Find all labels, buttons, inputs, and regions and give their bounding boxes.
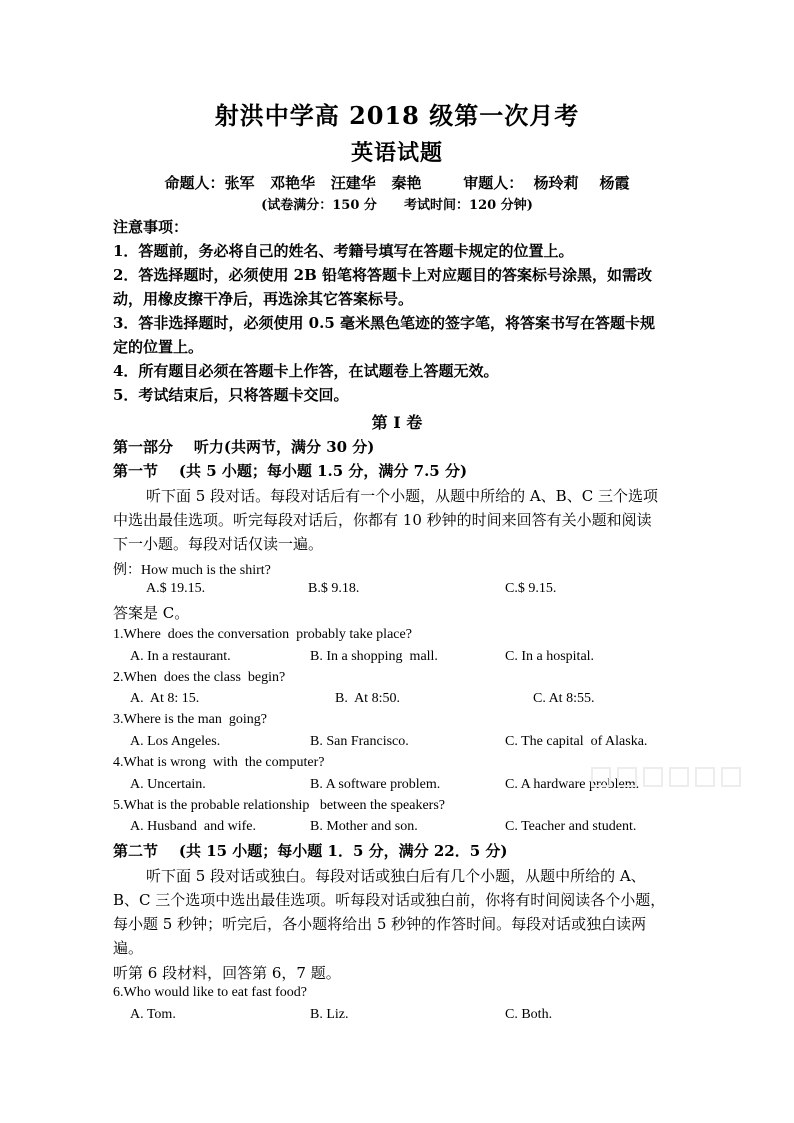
q2-option-a: A. At 8: 15. bbox=[130, 691, 200, 706]
q6-option-a: A. Tom. bbox=[130, 1007, 176, 1022]
question-4: 4.What is wrong with the computer? bbox=[113, 755, 325, 770]
watermark-mark bbox=[590, 762, 760, 797]
watermark-icon bbox=[590, 762, 760, 792]
example-question: 例：How much is the shirt? bbox=[113, 563, 271, 578]
exam-meta: (试卷满分：150 分 考试时间：120 分钟) bbox=[261, 198, 533, 213]
note-item: 5．考试结束后，只将答题卡交回。 bbox=[113, 386, 349, 404]
question-3: 3.Where is the man going? bbox=[113, 712, 267, 727]
q3-option-c: C. The capital of Alaska. bbox=[505, 734, 648, 749]
q3-option-a: A. Los Angeles. bbox=[130, 734, 221, 749]
section1-instruction: 中选出最佳选项。听完每段对话后，你都有 10 秒钟的时间来回答有关小题和阅读 bbox=[113, 511, 652, 529]
note-item: 4．所有题目必须在答题卡上作答，在试题卷上答题无效。 bbox=[113, 362, 499, 380]
section2-instruction: 遍。 bbox=[113, 939, 144, 957]
q2-option-c: C. At 8:55. bbox=[533, 691, 595, 706]
q6-option-c: C. Both. bbox=[505, 1007, 553, 1022]
exam-title: 射洪中学高 2018 级第一次月考 bbox=[214, 101, 580, 130]
example-answer: 答案是 C。 bbox=[113, 604, 190, 622]
question-2: 2.When does the class begin? bbox=[113, 670, 286, 685]
section2-heading: 第二节 (共 15 小题；每小题 1．5 分，满分 22．5 分) bbox=[113, 842, 508, 860]
material-heading: 听第 6 段材料，回答第 6，7 题。 bbox=[113, 964, 341, 982]
q5-option-a: A. Husband and wife. bbox=[130, 819, 256, 834]
authors-line: 命题人：张军 邓艳华 汪建华 秦艳 审题人： 杨玲莉 杨霞 bbox=[164, 174, 630, 192]
example-option-a: A.$ 19.15. bbox=[146, 581, 206, 596]
q3-option-b: B. San Francisco. bbox=[310, 734, 409, 749]
section2-instruction: 每小题 5 秒钟；听完后，各小题将给出 5 秒钟的作答时间。每段对话或独白读两 bbox=[113, 915, 647, 933]
section1-instruction: 下一小题。每段对话仅读一遍。 bbox=[113, 535, 324, 553]
q4-option-a: A. Uncertain. bbox=[130, 777, 206, 792]
q1-option-c: C. In a hospital. bbox=[505, 649, 595, 664]
section1-instruction: 听下面 5 段对话。每段对话后有一个小题，从题中所给的 A、B、C 三个选项 bbox=[146, 487, 658, 505]
q2-option-b: B. At 8:50. bbox=[335, 691, 400, 706]
notes-heading: 注意事项： bbox=[113, 218, 189, 236]
q1-option-b: B. In a shopping mall. bbox=[310, 649, 438, 664]
volume-heading: 第 I 卷 bbox=[371, 413, 423, 432]
note-item: 动，用橡皮擦干净后，再选涂其它答案标号。 bbox=[113, 290, 414, 308]
q5-option-c: C. Teacher and student. bbox=[505, 819, 637, 834]
q4-option-b: B. A software problem. bbox=[310, 777, 441, 792]
example-option-c: C.$ 9.15. bbox=[505, 581, 557, 596]
note-item: 定的位置上。 bbox=[113, 338, 204, 356]
note-item: 3．答非选择题时，必须使用 0.5 毫米黑色笔迹的签字笔，将答案书写在答题卡规 bbox=[113, 314, 655, 332]
question-5: 5.What is the probable relationship between the speakers? bbox=[113, 798, 445, 813]
note-item: 2．答选择题时，必须使用 2B 铅笔将答题卡上对应题目的答案标号涂黑，如需改 bbox=[113, 266, 653, 284]
section2-instruction: B、C 三个选项中选出最佳选项。听每段对话或独白前，你将有时间阅读各个小题， bbox=[113, 891, 666, 909]
question-1: 1.Where does the conversation probably take place? bbox=[113, 627, 412, 642]
q1-option-a: A. In a restaurant. bbox=[130, 649, 231, 664]
q5-option-b: B. Mother and son. bbox=[310, 819, 418, 834]
q4-option-c: C. A hardware problem. bbox=[505, 777, 640, 792]
exam-subtitle: 英语试题 bbox=[350, 140, 443, 166]
section2-instruction: 听下面 5 段对话或独白。每段对话或独白后有几个小题，从题中所给的 A、 bbox=[146, 867, 646, 885]
part1-heading: 第一部分 听力(共两节，满分 30 分) bbox=[113, 438, 375, 456]
q6-option-b: B. Liz. bbox=[310, 1007, 349, 1022]
question-6: 6.Who would like to eat fast food? bbox=[113, 985, 308, 1000]
note-item: 1．答题前，务必将自己的姓名、考籍号填写在答题卡规定的位置上。 bbox=[113, 242, 574, 260]
example-option-b: B.$ 9.18. bbox=[308, 581, 360, 596]
section1-heading: 第一节 (共 5 小题；每小题 1.5 分，满分 7.5 分) bbox=[113, 462, 468, 480]
